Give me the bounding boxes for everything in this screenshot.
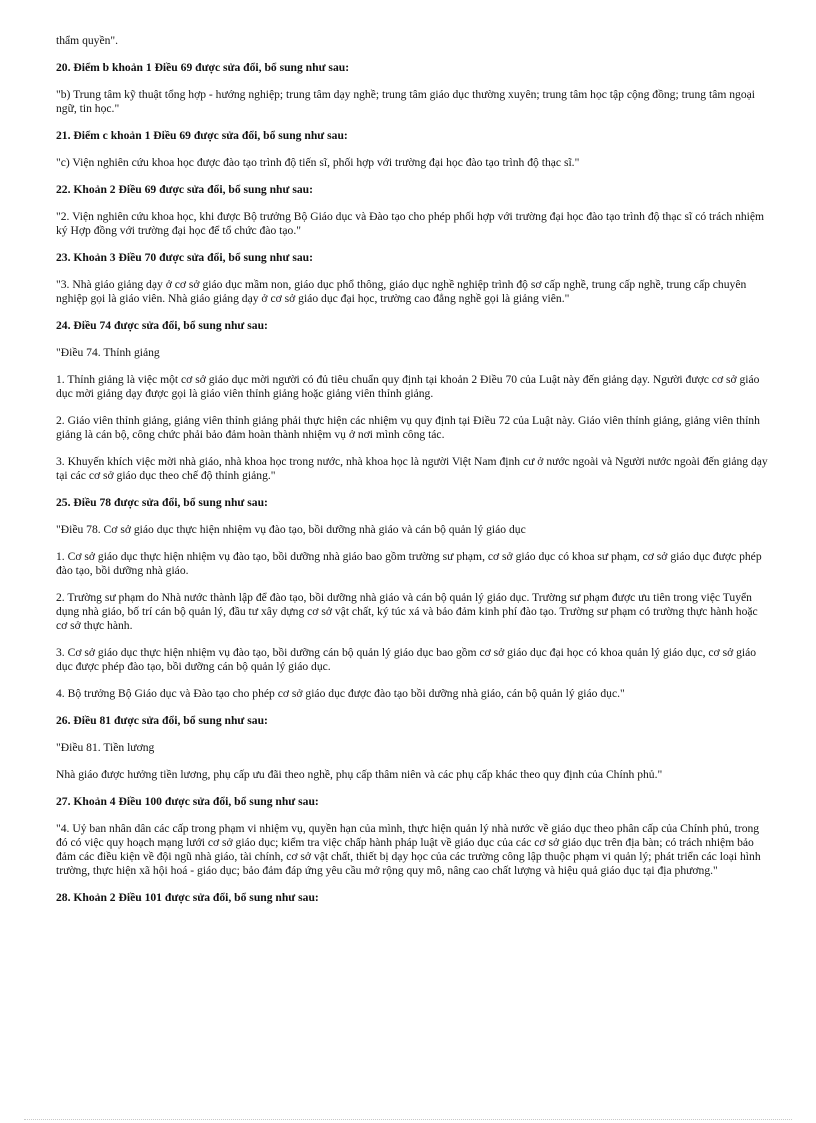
document-sections — [56, 61, 768, 905]
section-paragraph: 4. Bộ trưởng Bộ Giáo dục và Đào tạo cho phép cơ sở giáo dục được đào tạo bồi dưỡng nhà giáo, cán bộ quản lý giáo dục." — [56, 687, 625, 700]
section-paragraph: Nhà giáo được hưởng tiền lương, phụ cấp ưu đãi theo nghề, phụ cấp thâm niên và các phụ cấp khác theo quy định của Chính phủ." — [56, 768, 663, 781]
section-paragraph: "Điều 78. Cơ sở giáo dục thực hiện nhiệm vụ đào tạo, bồi dưỡng nhà giáo và cán bộ quản lý giáo dục — [56, 523, 526, 536]
section-paragraph: 3. Khuyến khích việc mời nhà giáo, nhà khoa học trong nước, nhà khoa học là người Việt Nam định cư ở nước ngoài và Người nước ngoài đến giảng dạy tại các cơ sở giáo dục theo chế độ thỉnh giảng." — [56, 455, 768, 482]
section-heading: 23. Khoản 3 Điều 70 được sửa đổi, bổ sung như sau: — [56, 251, 313, 264]
section-paragraph: 2. Trường sư phạm do Nhà nước thành lập để đào tạo, bồi dưỡng nhà giáo và cán bộ quản lý giáo dục. Trường sư phạm được ưu tiên trong việc Tuyển dụng nhà giáo, bố trí cán bộ quản lý, đầu tư xây dựng cơ sở vật chất, ký túc xá và bảo đảm kinh phí đào tạo. Trường sư phạm có trường thực hành hoặc cơ sở thực hành. — [56, 591, 758, 632]
section-paragraph: "Điều 74. Thỉnh giảng — [56, 346, 160, 359]
section-paragraph: 1. Cơ sở giáo dục thực hiện nhiệm vụ đào tạo, bồi dưỡng nhà giáo bao gồm trường sư phạm, cơ sở giáo dục có khoa sư phạm, cơ sở giáo dục được phép đào tạo, bồi dưỡng nhà giáo. — [56, 550, 762, 577]
section-heading: 27. Khoản 4 Điều 100 được sửa đổi, bổ sung như sau: — [56, 795, 319, 808]
section-heading: 26. Điều 81 được sửa đổi, bổ sung như sau: — [56, 714, 268, 727]
section-heading: 21. Điểm c khoản 1 Điều 69 được sửa đổi, bổ sung như sau: — [56, 129, 348, 142]
section-paragraph: "2. Viện nghiên cứu khoa học, khi được Bộ trưởng Bộ Giáo dục và Đào tạo cho phép phối hợp với trường đại học đào tạo trình độ thạc sĩ có trách nhiệm ký Hợp đồng với trường đại học để tổ chức đào tạo." — [56, 210, 765, 237]
section-paragraph: "Điều 81. Tiền lương — [56, 741, 155, 754]
intro-paragraph: thẩm quyền". — [56, 34, 119, 47]
document-body — [56, 34, 768, 918]
page-bottom-divider — [24, 1119, 792, 1120]
section-paragraph: "c) Viện nghiên cứu khoa học được đào tạo trình độ tiến sĩ, phối hợp với trường đại học đào tạo trình độ thạc sĩ." — [56, 156, 580, 169]
section-heading: 24. Điều 74 được sửa đổi, bổ sung như sau: — [56, 319, 268, 332]
section-paragraph: 2. Giáo viên thỉnh giảng, giảng viên thỉnh giảng phải thực hiện các nhiệm vụ quy định tại Điều 72 của Luật này. Giáo viên thỉnh giảng, giảng viên thỉnh giảng là cán bộ, công chức phải bảo đảm hoàn thành nhiệm vụ ở nơi mình công tác. — [56, 414, 760, 441]
section-paragraph: 1. Thỉnh giảng là việc một cơ sở giáo dục mời người có đủ tiêu chuẩn quy định tại khoản 2 Điều 70 của Luật này đến giảng dạy. Người được cơ sở giáo dục mời giảng dạy được gọi là giáo viên thỉnh giảng hoặc giảng viên thỉnh giảng. — [56, 373, 760, 400]
section-heading: 22. Khoản 2 Điều 69 được sửa đổi, bổ sung như sau: — [56, 183, 313, 196]
section-paragraph: "3. Nhà giáo giảng dạy ở cơ sở giáo dục mầm non, giáo dục phổ thông, giáo dục nghề nghiệp trình độ sơ cấp nghề, trung cấp nghề, trung cấp chuyên nghiệp gọi là giáo viên. Nhà giáo giảng dạy ở cơ sở giáo dục đại học, trường cao đẳng nghề gọi là giảng viên." — [56, 278, 747, 305]
section-paragraph: "4. Uỷ ban nhân dân các cấp trong phạm vi nhiệm vụ, quyền hạn của mình, thực hiện quản lý nhà nước về giáo dục theo phân cấp của Chính phủ, trong đó có việc quy hoạch mạng lưới cơ sở giáo dục; kiểm tra việc chấp hành pháp luật về giáo dục của các cơ sở giáo dục trên địa bàn; có trách nhiệm bảo đảm các điều kiện về đội ngũ nhà giáo, tài chính, cơ sở vật chất, thiết bị dạy học của các trường công lập thuộc phạm vi quản lý; phát triển các loại hình trường, thực hiện xã hội hoá - giáo dục; bảo đảm đáp ứng yêu cầu mở rộng quy mô, nâng cao chất lượng và hiệu quả giáo dục tại địa phương." — [56, 822, 761, 877]
section-heading: 20. Điểm b khoản 1 Điều 69 được sửa đổi, bổ sung như sau: — [56, 61, 350, 74]
section-paragraph: "b) Trung tâm kỹ thuật tổng hợp - hướng nghiệp; trung tâm dạy nghề; trung tâm giáo dục thường xuyên; trung tâm học tập cộng đồng; trung tâm ngoại ngữ, tin học." — [56, 88, 756, 115]
section-heading: 28. Khoản 2 Điều 101 được sửa đổi, bổ sung như sau: — [56, 891, 319, 904]
section-heading: 25. Điều 78 được sửa đổi, bổ sung như sau: — [56, 496, 268, 509]
section-paragraph: 3. Cơ sở giáo dục thực hiện nhiệm vụ đào tạo, bồi dưỡng cán bộ quản lý giáo dục bao gồm cơ sở giáo dục đại học có khoa quản lý giáo dục, cơ sở giáo dục được phép đào tạo, bồi dưỡng cán bộ quản lý giáo dục. — [56, 646, 757, 673]
